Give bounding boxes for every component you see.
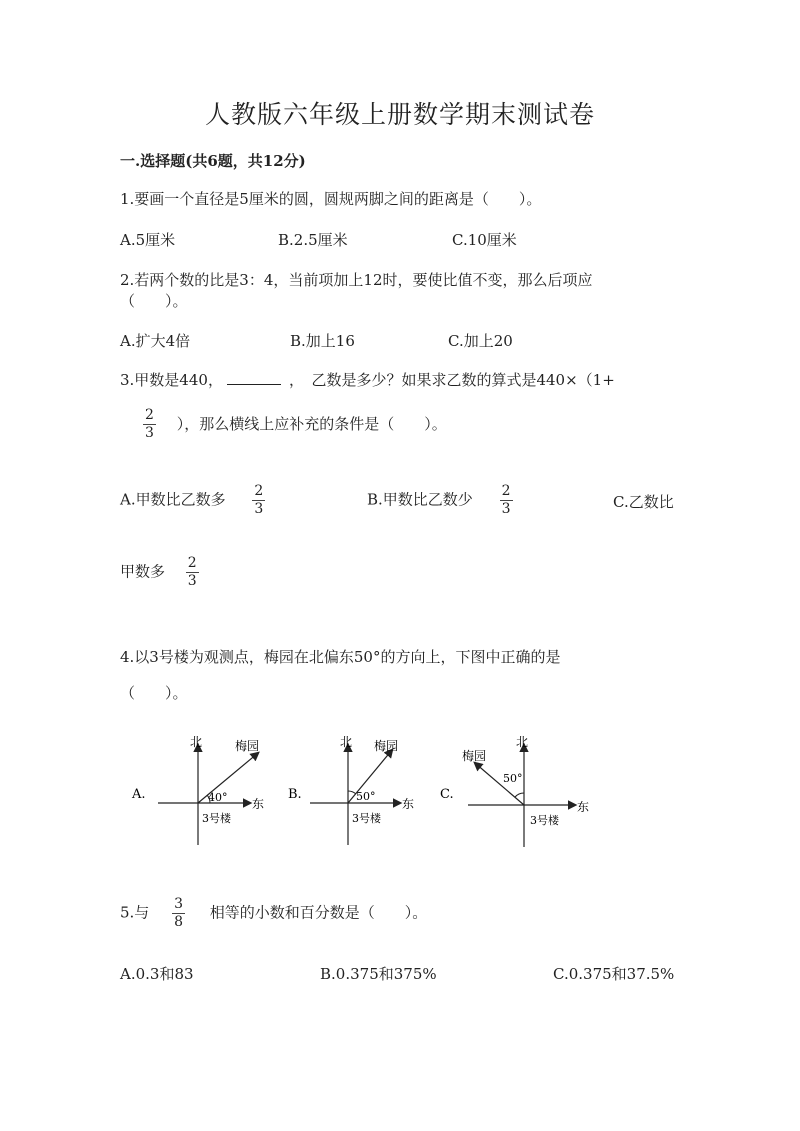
angle-arc bbox=[348, 791, 356, 794]
question-5-prefix: 5.与 bbox=[120, 903, 150, 922]
diagram-a-label: A. bbox=[132, 787, 146, 802]
diagram-c bbox=[440, 735, 589, 847]
question-1-option-c: C.10厘米 bbox=[452, 231, 517, 249]
question-1-option-a: A.5厘米 bbox=[120, 231, 176, 249]
question-4-line-1: 4.以3号楼为观测点，梅园在北偏东50°的方向上，下图中正确的是 bbox=[120, 648, 561, 666]
fraction-three-eighths: $\frac{3}{8}$ bbox=[174, 896, 184, 930]
fraction-two-thirds: $\frac{2}{3}$ bbox=[254, 483, 264, 517]
angle-label: 50° bbox=[356, 790, 376, 803]
target-label: 梅园 bbox=[235, 739, 260, 753]
answer-blank bbox=[227, 370, 281, 385]
question-2-option-b: B.加上16 bbox=[290, 332, 355, 350]
question-5-option-b: B.0.375和375% bbox=[320, 965, 437, 983]
question-1-text: 1.要画一个直径是5厘米的圆，圆规两脚之间的距离是（ ）。 bbox=[120, 190, 542, 208]
question-1-option-b: B.2.5厘米 bbox=[278, 231, 348, 249]
fraction-two-thirds: $\frac{2}{3}$ bbox=[145, 407, 154, 441]
diagram-b-label: B. bbox=[288, 787, 302, 802]
angle-label: 50° bbox=[503, 772, 523, 785]
direction-diagrams bbox=[120, 730, 600, 855]
north-label: 北 bbox=[190, 735, 203, 749]
north-label: 北 bbox=[340, 735, 353, 749]
diagram-c-label: C. bbox=[440, 787, 454, 802]
angle-arc bbox=[515, 793, 524, 797]
question-2-option-c: C.加上20 bbox=[448, 332, 513, 350]
option-c-text: 甲数多 bbox=[120, 562, 166, 581]
question-2-line-1: 2.若两个数的比是3：4，当前项加上12时，要使比值不变，那么后项应 bbox=[120, 271, 593, 289]
question-5-text bbox=[120, 897, 427, 930]
target-label: 梅园 bbox=[462, 749, 487, 763]
origin-label: 3号楼 bbox=[530, 814, 559, 827]
diagram-b bbox=[288, 735, 414, 845]
question-5-suffix: 相等的小数和百分数是（ ）。 bbox=[209, 903, 428, 922]
question-3-line-2-text: ），那么横线上应补充的条件是（ ）。 bbox=[176, 414, 447, 433]
east-label: 东 bbox=[577, 800, 590, 814]
question-4-line-2: （ ）。 bbox=[120, 684, 188, 702]
north-label: 北 bbox=[516, 735, 529, 749]
question-2-option-a: A.扩大4倍 bbox=[120, 332, 191, 350]
fraction-two-thirds: $\frac{2}{3}$ bbox=[187, 555, 197, 589]
question-3-option-b bbox=[367, 484, 513, 517]
east-label: 东 bbox=[252, 797, 265, 811]
question-3-option-c-continued bbox=[120, 556, 199, 589]
question-3-suffix: ， 乙数是多少？如果求乙数的算式是440×（1+ bbox=[288, 371, 615, 389]
question-3-option-c: C.乙数比 bbox=[613, 493, 674, 511]
option-b-text: B.甲数比乙数少 bbox=[367, 490, 473, 509]
angle-label: 40° bbox=[208, 791, 228, 804]
east-label: 东 bbox=[402, 797, 415, 811]
option-a-text: A.甲数比乙数多 bbox=[120, 490, 226, 509]
diagram-a bbox=[131, 735, 264, 845]
question-3-line-1 bbox=[120, 369, 615, 390]
question-5-option-a: A.0.3和83 bbox=[120, 965, 194, 983]
question-3-option-a bbox=[120, 484, 265, 517]
question-2-line-2: （ ）。 bbox=[120, 292, 188, 310]
origin-label: 3号楼 bbox=[202, 812, 231, 825]
target-label: 梅园 bbox=[374, 739, 399, 753]
question-3-prefix: 3.甲数是440， bbox=[120, 371, 223, 389]
page-title: 人教版六年级上册数学期末测试卷 bbox=[204, 100, 595, 129]
question-5-option-c: C.0.375和37.5% bbox=[553, 965, 675, 983]
origin-label: 3号楼 bbox=[352, 812, 381, 825]
question-3-line-2 bbox=[143, 408, 447, 441]
fraction-two-thirds: $\frac{2}{3}$ bbox=[501, 483, 511, 517]
section-heading: 一.选择题(共6题，共12分) bbox=[120, 152, 306, 170]
